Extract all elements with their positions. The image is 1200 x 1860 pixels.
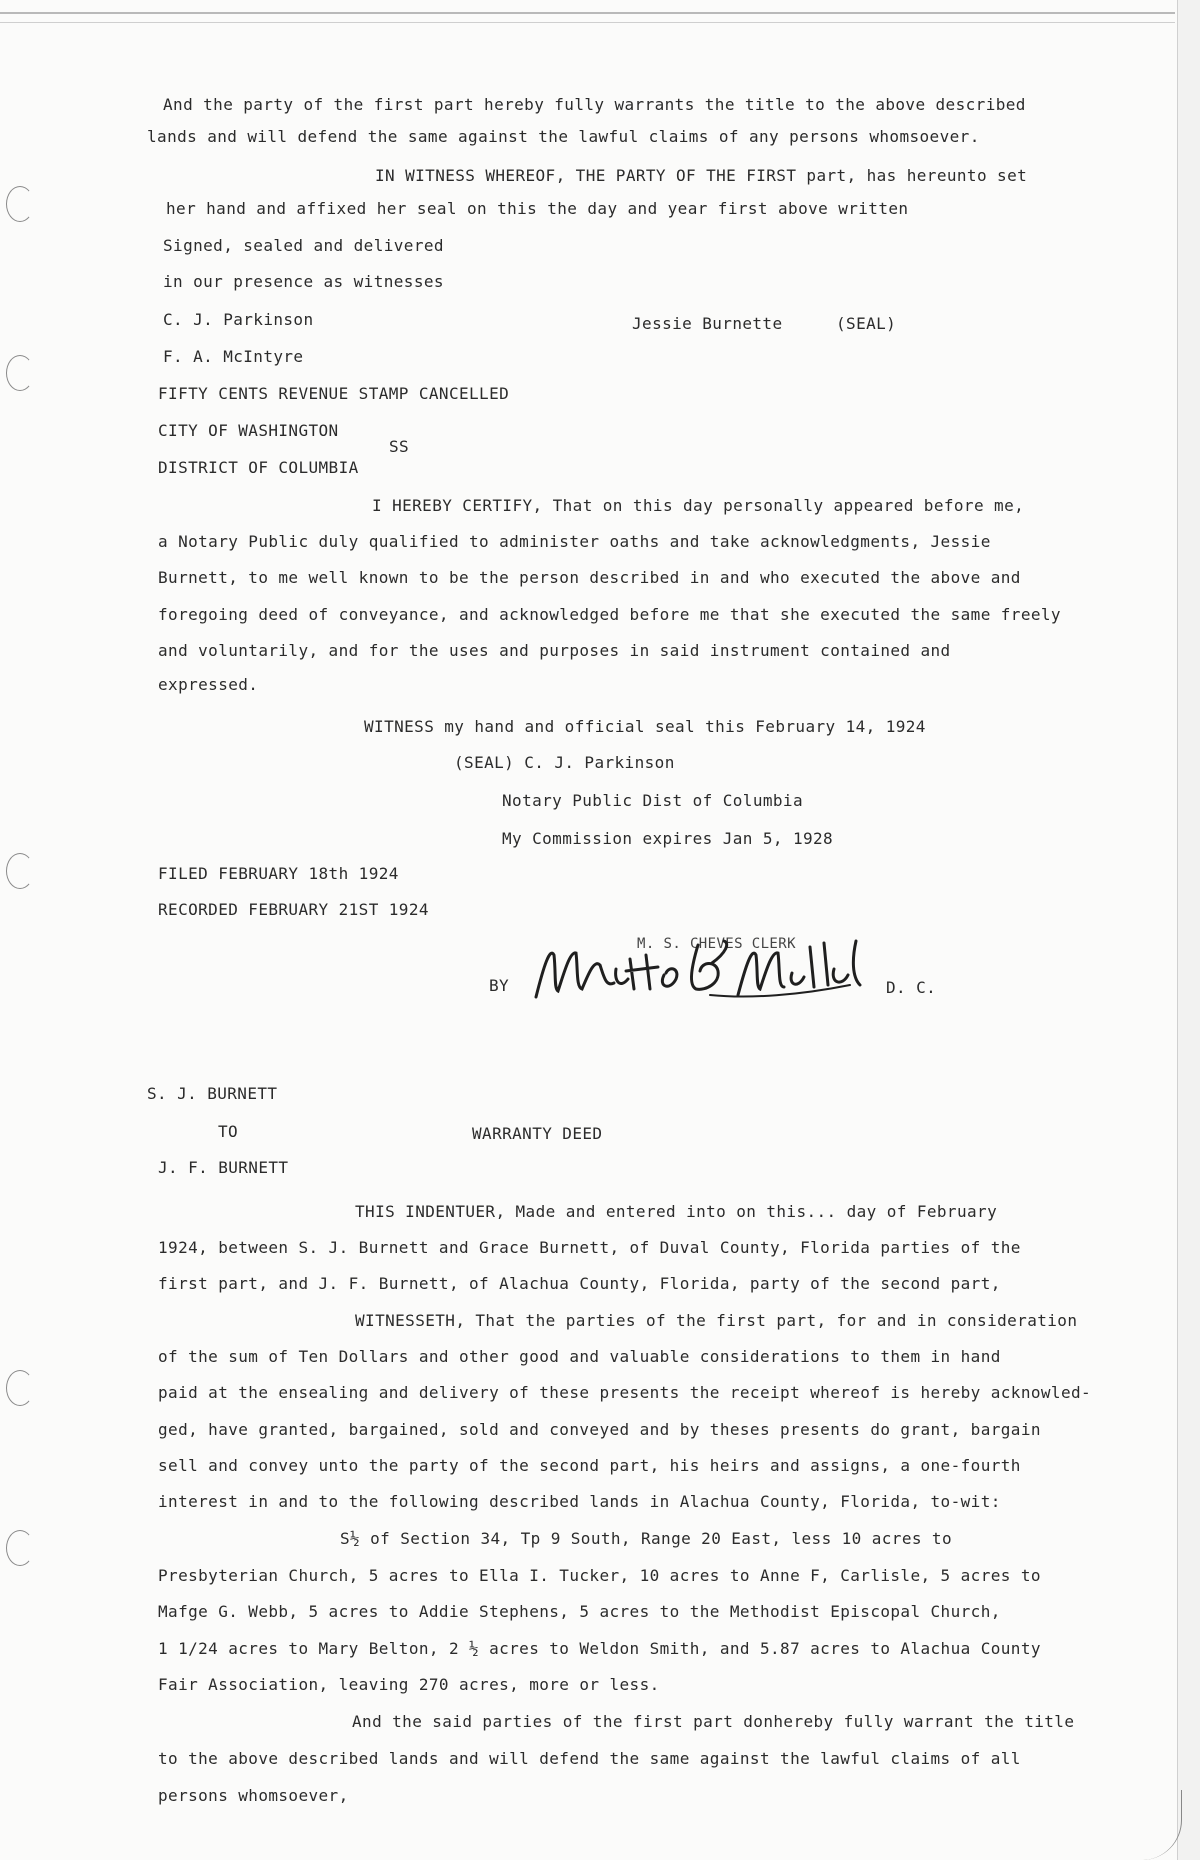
recorded-date: RECORDED FEBRUARY 21ST 1924 (158, 900, 429, 919)
grantor-signature: Jessie Burnette (632, 314, 783, 333)
notary-commission: My Commission expires Jan 5, 1928 (502, 829, 834, 848)
page-top-rule (0, 12, 1175, 23)
clerk-signature (530, 925, 870, 1015)
deed2-line-1: THIS INDENTUER, Made and entered into on this... day of February (355, 1202, 998, 1221)
binder-hole (6, 1370, 34, 1406)
binder-hole (6, 355, 34, 391)
signed-sealed-line: Signed, sealed and delivered (163, 236, 444, 255)
deed1-warranty-line-2: lands and will defend the same against the lawful claims of any persons whomsoever. (147, 127, 980, 146)
witness-name-2: F. A. McIntyre (163, 347, 304, 366)
page-edge (1177, 0, 1200, 1860)
binder-hole (6, 1530, 34, 1566)
page-curl (1141, 1790, 1182, 1860)
deed2-line-3: first part, and J. F. Burnett, of Alachua County, Florida, party of the second part, (158, 1274, 1001, 1293)
in-witness-line-2: her hand and affixed her seal on this the day and year first above written (166, 199, 909, 218)
deed2-legal-description-5: Fair Association, leaving 270 acres, more or less. (158, 1675, 660, 1694)
filed-date: FILED FEBRUARY 18th 1924 (158, 864, 399, 883)
revenue-stamp-note: FIFTY CENTS REVENUE STAMP CANCELLED (158, 384, 510, 403)
deed2-title: WARRANTY DEED (472, 1124, 603, 1143)
deed2-warranty-line-3: persons whomsoever, (158, 1786, 349, 1805)
deed2-legal-description-4: 1 1/24 acres to Mary Belton, 2 ½ acres to Weldon Smith, and 5.87 acres to Alachua County (158, 1639, 1041, 1658)
in-witness-heading: IN WITNESS WHEREOF, THE PARTY OF THE FIRST part, has hereunto set (375, 166, 1028, 185)
deed1-warranty-line-1: And the party of the first part hereby fully warrants the title to the above described (163, 95, 1026, 114)
deed2-grantee: J. F. BURNETT (158, 1158, 289, 1177)
deed2-legal-description-2: Presbyterian Church, 5 acres to Ella I. Tucker, 10 acres to Anne F, Carlisle, 5 acres to (158, 1566, 1041, 1585)
deed2-line-7: ged, have granted, bargained, sold and conveyed and by theses presents do grant, bargain (158, 1420, 1041, 1439)
venue-city: CITY OF WASHINGTON (158, 421, 339, 440)
deed2-line-6: paid at the ensealing and delivery of these presents the receipt whereof is hereby acknowled- (158, 1383, 1092, 1402)
deed2-legal-description-1: S½ of Section 34, Tp 9 South, Range 20 East, less 10 acres to (340, 1529, 953, 1548)
deed2-to: TO (218, 1122, 239, 1141)
notary-signature: (SEAL) C. J. Parkinson (454, 753, 675, 772)
clerk-stamp: M. S. CHEVES CLERK (637, 936, 796, 952)
deed2-line-5: of the sum of Ten Dollars and other good and valuable considerations to them in hand (158, 1347, 1001, 1366)
deed2-legal-description-3: Mafge G. Webb, 5 acres to Addie Stephens, 5 acres to the Methodist Episcopal Church, (158, 1602, 1001, 1621)
certificate-line-3: Burnett, to me well known to be the person described in and who executed the above and (158, 568, 1021, 587)
deputy-clerk-abbrev: D. C. (886, 978, 937, 997)
certificate-line-1: I HEREBY CERTIFY, That on this day personally appeared before me, (372, 496, 1025, 515)
witness-name-1: C. J. Parkinson (163, 310, 314, 329)
deed2-warranty-line-2: to the above described lands and will defend the same against the lawful claims of all (158, 1749, 1021, 1768)
venue-ss: SS (389, 437, 410, 456)
by-label: BY (489, 976, 510, 995)
certificate-line-5: and voluntarily, and for the uses and purposes in said instrument contained and (158, 641, 951, 660)
certificate-line-6: expressed. (158, 675, 259, 694)
deed2-line-8: sell and convey unto the party of the second part, his heirs and assigns, a one-fourth (158, 1456, 1021, 1475)
venue-district: DISTRICT OF COLUMBIA (158, 458, 359, 477)
deed2-line-4: WITNESSETH, That the parties of the first part, for and in consideration (355, 1311, 1078, 1330)
deed2-warranty-line-1: And the said parties of the first part donhereby fully warrant the title (352, 1712, 1075, 1731)
notary-title: Notary Public Dist of Columbia (502, 791, 803, 810)
deed2-grantor: S. J. BURNETT (147, 1084, 278, 1103)
binder-hole (6, 853, 34, 889)
presence-line: in our presence as witnesses (163, 272, 444, 291)
certificate-line-2: a Notary Public duly qualified to administer oaths and take acknowledgments, Jessie (158, 532, 991, 551)
seal-mark: (SEAL) (836, 314, 897, 333)
deed2-line-9: interest in and to the following described lands in Alachua County, Florida, to-wit: (158, 1492, 1001, 1511)
notary-witness-line: WITNESS my hand and official seal this February 14, 1924 (364, 717, 926, 736)
certificate-line-4: foregoing deed of conveyance, and acknowledged before me that she executed the same freely (158, 605, 1061, 624)
deed2-line-2: 1924, between S. J. Burnett and Grace Burnett, of Duval County, Florida parties of the (158, 1238, 1021, 1257)
binder-hole (6, 186, 34, 222)
